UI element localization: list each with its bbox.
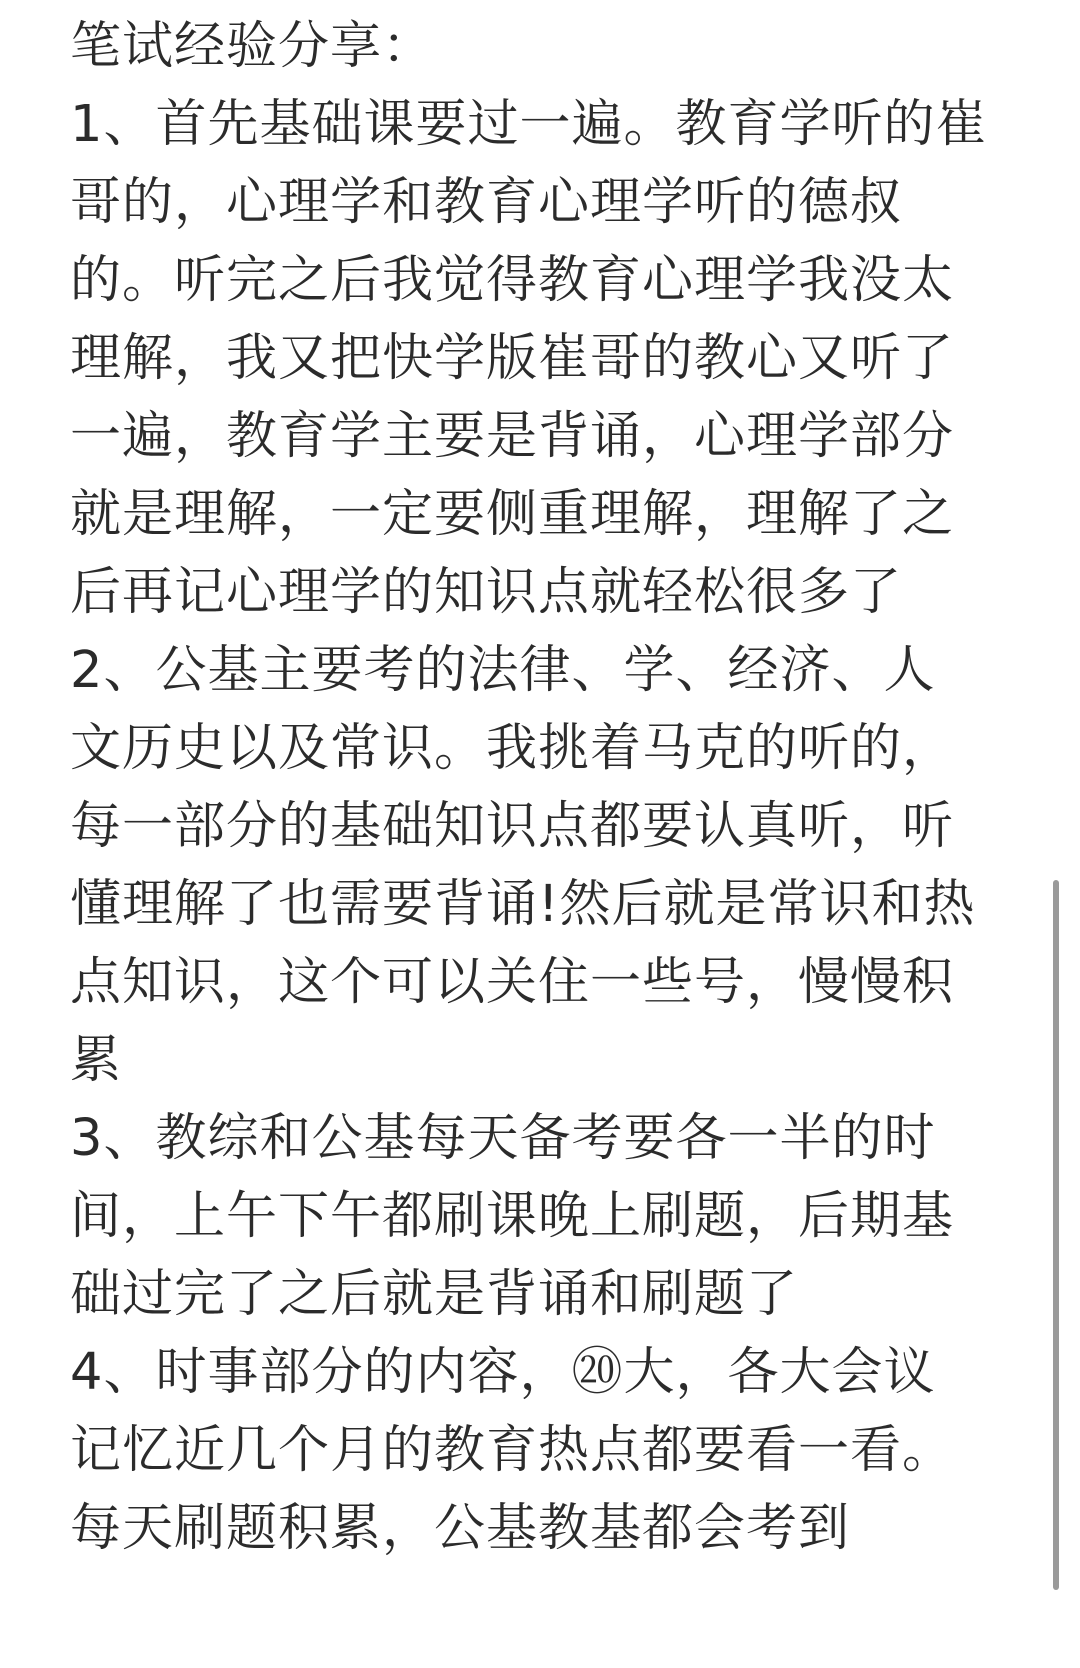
note-line: 哥的，心理学和教育心理学听的德叔 xyxy=(70,173,903,232)
note-line: 后再记心理学的知识点就轻松很多了 xyxy=(70,563,903,622)
note-line: 每一部分的基础知识点都要认真听，听 xyxy=(70,797,955,856)
note-line: 3、教综和公基每天备考要各一半的时 xyxy=(70,1109,936,1168)
note-line: 的。听完之后我觉得教育心理学我没太 xyxy=(70,251,955,310)
note-line: 一遍，教育学主要是背诵，心理学部分 xyxy=(70,407,955,466)
note-line: 文历史以及常识。我挑着马克的听的， xyxy=(70,719,955,778)
note-line: 理解，我又把快学版崔哥的教心又听了 xyxy=(70,329,955,388)
note-text xyxy=(70,8,1010,1568)
note-line: 间，上午下午都刷课晚上刷题，后期基 xyxy=(70,1187,955,1246)
note-line: 2、公基主要考的法律、学、经济、人 xyxy=(70,641,936,700)
note-line: 4、时事部分的内容，⑳大，各大会议 xyxy=(70,1343,936,1402)
note-line: 累 xyxy=(70,1031,123,1090)
note-line: 每天刷题积累，公基教基都会考到 xyxy=(70,1499,851,1558)
note-title: 笔试经验分享： xyxy=(70,17,435,76)
note-line: 记忆近几个月的教育热点都要看一看。 xyxy=(70,1421,955,1480)
note-line: 点知识，这个可以关住一些号，慢慢积 xyxy=(70,953,955,1012)
note-line: 懂理解了也需要背诵!然后就是常识和热 xyxy=(70,875,976,934)
scrollbar-thumb[interactable] xyxy=(1053,880,1059,1590)
note-line: 就是理解，一定要侧重理解，理解了之 xyxy=(70,485,955,544)
note-line: 1、首先基础课要过一遍。教育学听的崔 xyxy=(70,95,988,154)
note-line: 础过完了之后就是背诵和刷题了 xyxy=(70,1265,799,1324)
